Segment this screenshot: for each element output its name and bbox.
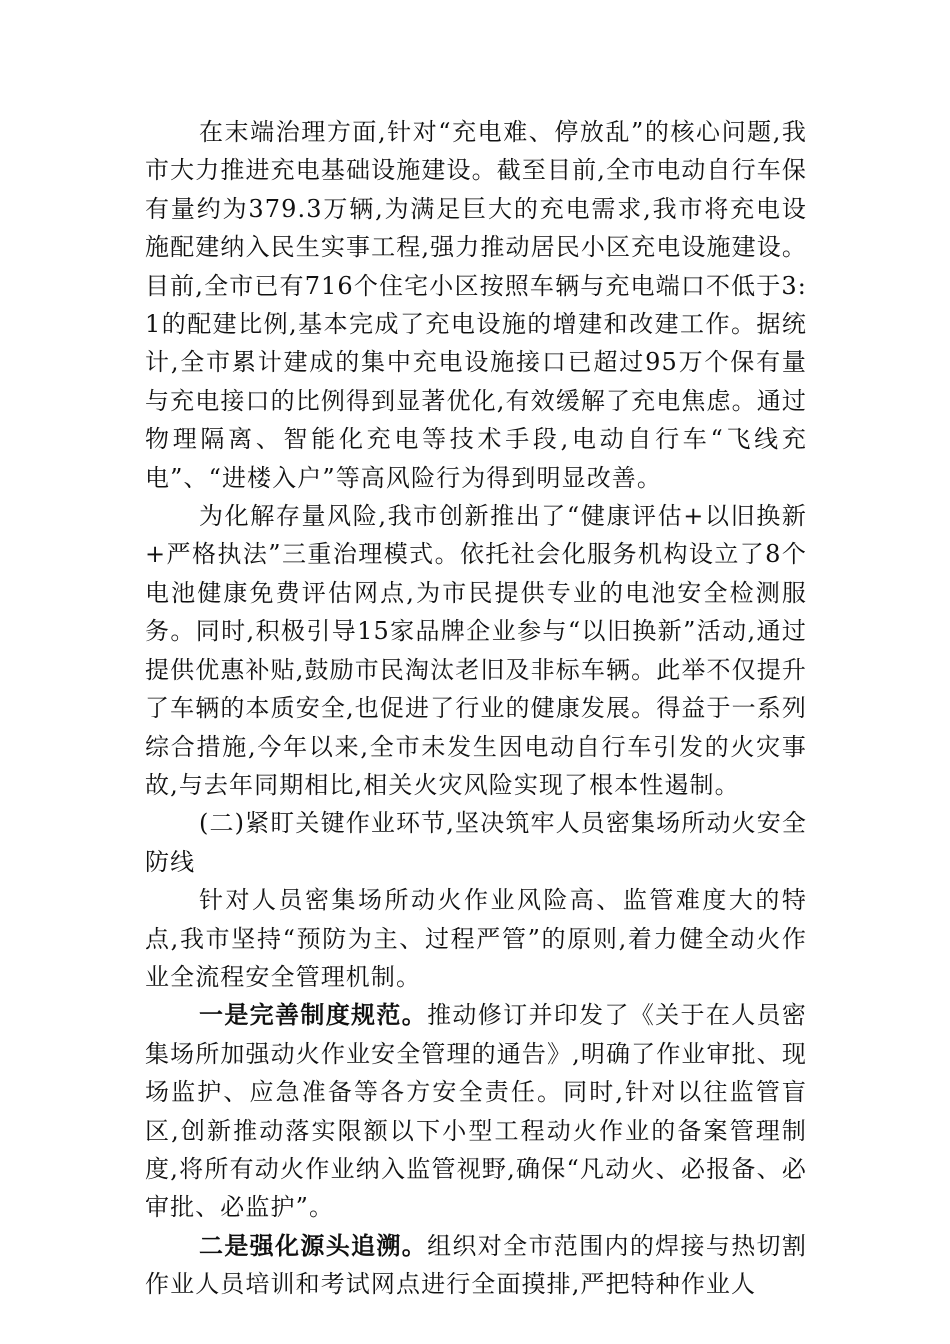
paragraph-stock-risk (145, 497, 807, 804)
paragraph-charging-infrastructure (145, 113, 807, 497)
paragraph-text: 组织对全市范围内的焊接与热切割作业人员培训和考试网点进行全面摸排,严把特种作业人 (145, 1231, 807, 1299)
paragraph-text: 在末端治理方面,针对“充电难、停放乱”的核心问题,我市大力推进充电基础设施建设。截至目前,全市电动自行车保有量约为379.3万辆,为满足巨大的充电需求,我市将充电设施配建纳入民生实事工程,强力推动居民小区充电设施建设。目前,全市已有716个住宅小区按照车辆与充电端口不低于3:1的配建比例,基本完成了充电设施的增建和改建工作。据统计,全市累计建成的集中充电设施接口已超过95万个保有量与充电接口的比例得到显著优化,有效缓解了充电焦虑。通过物理隔离、智能化充电等技术手段,电动自行车“飞线充电”、“进楼入户”等高风险行为得到明显改善。 (145, 118, 807, 492)
document-body (145, 113, 807, 1304)
paragraph-text: 针对人员密集场所动火作业风险高、监管难度大的特点,我市坚持“预防为主、过程严管”的原则,着力健全动火作业全流程安全管理机制。 (145, 886, 807, 991)
paragraph-source-tracing (145, 1227, 807, 1304)
paragraph-text: 推动修订并印发了《关于在人员密集场所加强动火作业安全管理的通告》,明确了作业审批、现场监护、应急准备等各方安全责任。同时,针对以往监管盲区,创新推动落实限额以下小型工程动火作业的备案管理制度,将所有动火作业纳入监管视野,确保“凡动火、必报备、必审批、必监护”。 (145, 1001, 807, 1222)
section-heading-text: (二)紧盯关键作业环节,坚决筑牢人员密集场所动火安全防线 (145, 809, 807, 876)
paragraph-lead-bold: 二是强化源头追溯。 (199, 1230, 428, 1260)
paragraph-improve-regulations (145, 996, 807, 1226)
paragraph-text: 为化解存量风险,我市创新推出了“健康评估+以旧换新+严格执法”三重治理模式。依托社会化服务机构设立了8个电池健康免费评估网点,为市民提供专业的电池安全检测服务。同时,积极引导15家品牌企业参与“以旧换新”活动,通过提供优惠补贴,鼓励市民淘汰老旧及非标车辆。此举不仅提升了车辆的本质安全,也促进了行业的健康发展。得益于一系列综合措施,今年以来,全市未发生因电动自行车引发的火灾事故,与去年同期相比,相关火灾风险实现了根本性遏制。 (145, 502, 807, 799)
paragraph-lead-bold: 一是完善制度规范。 (199, 1000, 428, 1030)
section-heading (145, 804, 807, 881)
paragraph-hot-work-intro (145, 881, 807, 996)
